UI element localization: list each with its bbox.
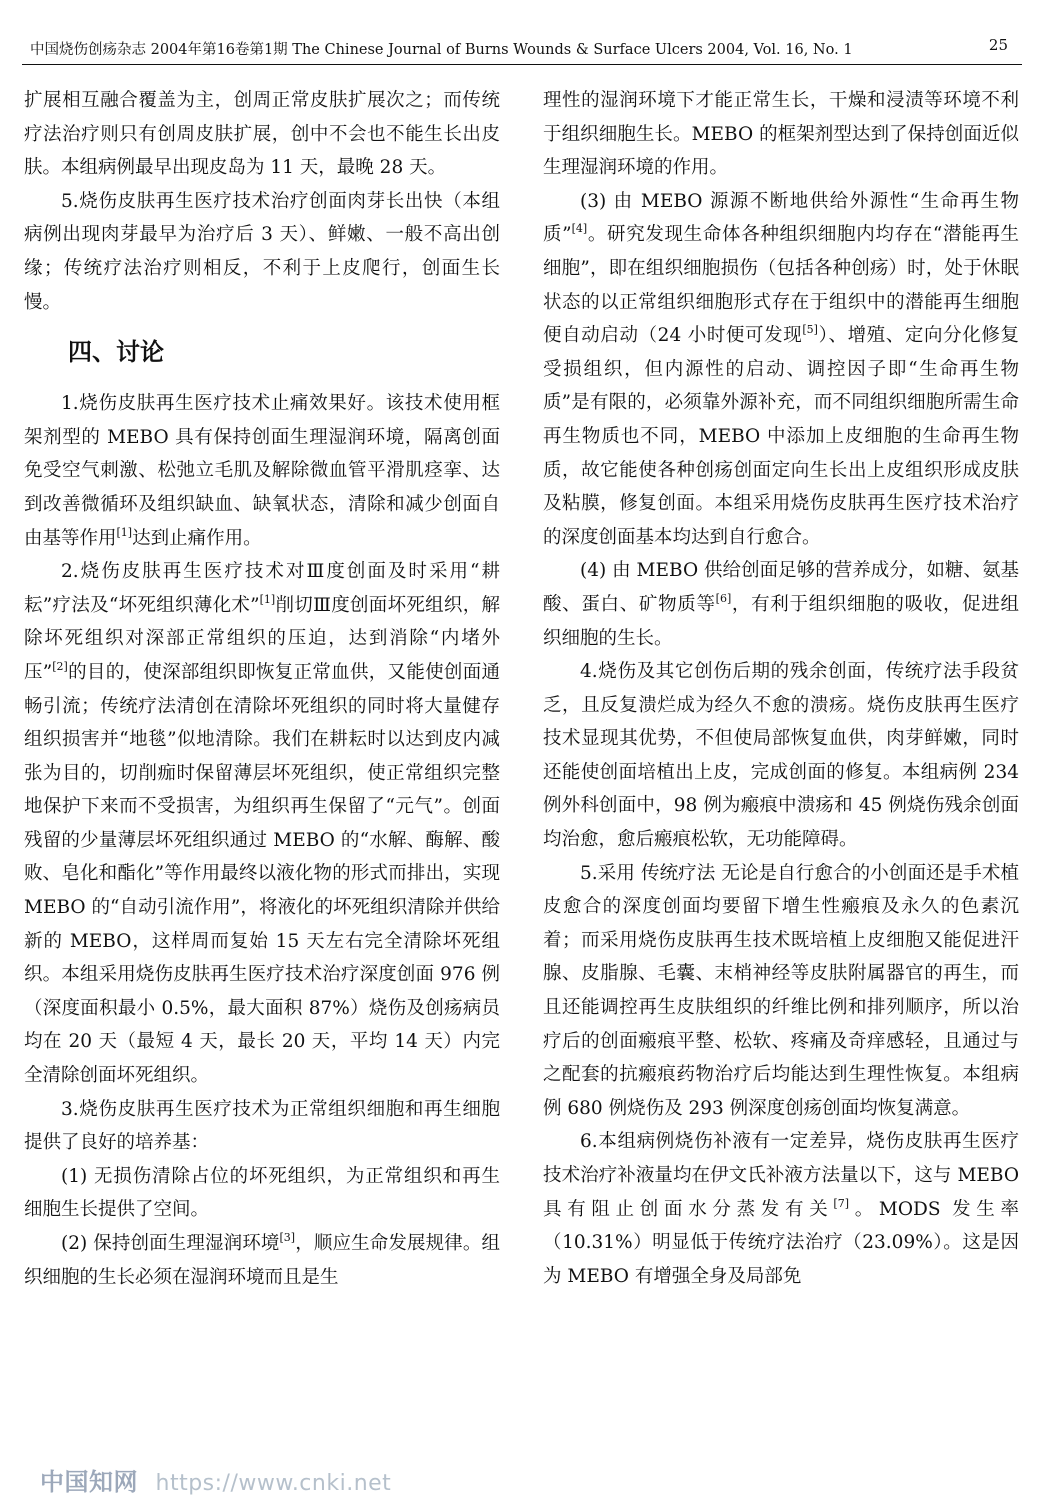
- citation-ref[interactable]: [1]: [259, 592, 276, 606]
- page-number: 25: [988, 36, 1008, 54]
- citation-ref[interactable]: [6]: [715, 591, 732, 605]
- watermark-url: https://www.cnki.net: [155, 1471, 392, 1496]
- paragraph: (2) 保持创面生理湿润环境[3]，顺应生命发展规律。组织细胞的生长必须在湿润环境而且是生: [24, 1231, 500, 1288]
- header-rule: [22, 64, 1022, 65]
- paragraph: (1) 无损伤清除占位的坏死组织，为正常组织和再生细胞生长提供了空间。: [24, 1165, 500, 1221]
- paragraph: 5.烧伤皮肤再生医疗技术治疗创面肉芽长出快（本组病例出现肉芽最早为治疗后 3 天）、鲜嫩、一般不高出创缘；传统疗法治疗则相反，不利于上皮爬行，创面生长慢。: [24, 190, 500, 313]
- citation-ref[interactable]: [2]: [52, 659, 68, 673]
- paragraph: (3) 由 MEBO 源源不断地供给外源性“生命再生物质”[4]。研究发现生命体各种组织细胞内均存在“潜能再生细胞”，即在组织细胞损伤（包括各种创疡）时，处于休眠状态的以正常组织细胞形式存在于组织中的潜能再生细胞便自动启动（24 小时便可发现[5]）、增殖、定向分化修复受损组织，但内源性的启动、调控因子即“生命再生物质”是有限的，必须靠外源补充，而不同组织细胞所需生命再生物质也不同，MEBO 中添加上皮细胞的生命再生物质，故它能使各种创疡创面定向生长出上皮组织形成皮肤及粘膜，修复创面。本组采用烧伤皮肤再生医疗技术治疗的深度创面基本均达到自行愈合。: [543, 190, 1019, 548]
- left-column: [24, 84, 500, 1294]
- cnki-logo: 中国知网: [40, 1468, 138, 1496]
- citation-ref[interactable]: [1]: [116, 525, 133, 539]
- paragraph: 4.烧伤及其它创伤后期的残余创面，传统疗法手段贫乏，且反复溃烂成为经久不愈的溃疡。烧伤皮肤再生医疗技术显现其优势，不但使局部恢复血供，肉芽鲜嫩，同时还能使创面培植出上皮，完成创面的修复。本组病例 234 例外科创面中，98 例为瘢痕中溃疡和 45 例烧伤残余创面均治愈，愈后瘢痕松软，无功能障碍。: [543, 661, 1019, 851]
- paragraph: 理性的湿润环境下才能正常生长，干燥和浸渍等环境不利于组织细胞生长。MEBO 的框架剂型达到了保持创面近似生理湿润环境的作用。: [543, 90, 1019, 179]
- watermark: [40, 1462, 391, 1497]
- paragraph: 1.烧伤皮肤再生医疗技术止痛效果好。该技术使用框架剂型的 MEBO 具有保持创面生理湿润环境，隔离创面免受空气刺激、松弛立毛肌及解除微血管平滑肌痉挛、达到改善微循环及组织缺血、缺氧状态，清除和减少创面自由基等作用[1]达到止痛作用。: [24, 393, 500, 549]
- paragraph: 5.采用 传统疗法 无论是自行愈合的小创面还是手术植皮愈合的深度创面均要留下增生性瘢痕及永久的色素沉着；而采用烧伤皮肤再生技术既培植上皮细胞又能促进汗腺、皮脂腺、毛囊、末梢神经等皮肤附属器官的再生，而且还能调控再生皮肤组织的纤维比例和排列顺序，所以治疗后的创面瘢痕平整、松软、疼痛及奇痒感轻，且通过与之配套的抗瘢痕药物治疗后均能达到生理性恢复。本组病例 680 例烧伤及 293 例深度创疡创面均恢复满意。: [543, 862, 1019, 1119]
- paragraph: 2.烧伤皮肤再生医疗技术对Ⅲ度创面及时采用“耕耘”疗法及“坏死组织薄化术”[1]削切Ⅲ度创面坏死组织，解除坏死组织对深部正常组织的压迫，达到消除“内堵外压”[2]的目的，使深部组织即恢复正常血供，又能使创面通畅引流；传统疗法清创在清除坏死组织的同时将大量健存组织损害并“地毯”似地清除。我们在耕耘时以达到皮内减张为目的，切削痂时保留薄层坏死组织，使正常组织完整地保护下来而不受损害，为组织再生保留了“元气”。创面残留的少量薄层坏死组织通过 MEBO 的“水解、酶解、酸败、皂化和酯化”等作用最终以液化物的形式而排出，实现 MEBO 的“自动引流作用”，将液化的坏死组织清除并供给新的 MEBO，这样周而复始 15 天左右完全清除坏死组织。本组采用烧伤皮肤再生医疗技术治疗深度创面 976 例（深度面积最小 0.5%，最大面积 87%）烧伤及创疡病员均在 20 天（最短 4 天，最长 20 天，平均 14 天）内完全清除创面坏死组织。: [24, 561, 501, 1087]
- citation-ref[interactable]: [3]: [279, 1231, 296, 1244]
- paragraph: 3.烧伤皮肤再生医疗技术为正常组织细胞和再生细胞提供了良好的培养基：: [24, 1098, 500, 1154]
- paragraph: (4) 由 MEBO 供给创面足够的营养成分，如糖、氨基酸、蛋白、矿物质等[6]，有利于组织细胞的吸收，促进组织细胞的生长。: [543, 560, 1019, 649]
- citation-ref[interactable]: [4]: [571, 222, 588, 236]
- journal-header: 中国烧伤创疡杂志 2004年第16卷第1期 The Chinese Journal of Burns Wounds & Surface Ulcers 2004, Vol. 16, No. 1: [30, 42, 853, 58]
- citation-ref[interactable]: [5]: [802, 323, 818, 337]
- citation-ref[interactable]: [7]: [833, 1196, 849, 1210]
- section-heading: 四、讨论: [68, 338, 164, 367]
- running-header: [22, 34, 1022, 60]
- right-column: [543, 84, 1019, 1293]
- paragraph: 扩展相互融合覆盖为主，创周正常皮肤扩展次之；而传统疗法治疗则只有创周皮肤扩展，创中不会也不能生长出皮肤。本组病例最早出现皮岛为 11 天，最晚 28 天。: [24, 90, 500, 179]
- paragraph: 6.本组病例烧伤补液有一定差异，烧伤皮肤再生医疗技术治疗补液量均在伊文氏补液方法量以下，这与 MEBO 具有阻止创面水分蒸发有关[7]。MODS 发生率（10.31%）明显低于传统疗法治疗（23.09%）。这是因为 MEBO 有增强全身及局部免: [543, 1131, 1019, 1287]
